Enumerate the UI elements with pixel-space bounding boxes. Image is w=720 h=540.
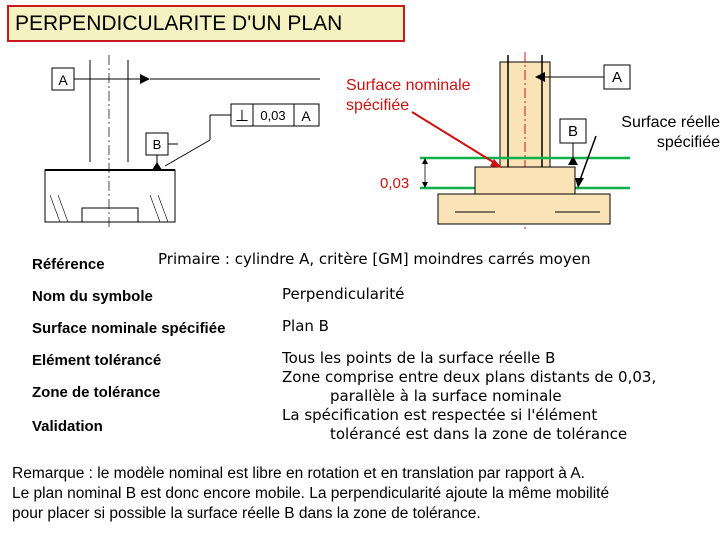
frame-datum: A — [301, 108, 311, 124]
frame-tolerance: 0,03 — [260, 108, 286, 123]
zone-value-line2: parallèle à la surface nominale — [330, 387, 562, 405]
validation-label: Validation — [32, 418, 103, 435]
zone-width-label: 0,03 — [380, 175, 410, 192]
real-surface-label-line1: Surface réelle — [621, 114, 720, 131]
remark-line1: Remarque : le modèle nominal est libre en rotation et en translation par rapport à A. — [12, 465, 585, 482]
perpendicularity-symbol: ⊥ — [235, 108, 249, 125]
validation-value-line2: tolérancé est dans la zone de tolérance — [330, 425, 628, 443]
remark-line2: Le plan nominal B est donc encore mobile. La perpendicularité ajoute la même mobilité — [12, 485, 610, 502]
datum-a-label: A — [58, 72, 68, 88]
reference-label: Référence — [32, 256, 105, 273]
datum-b-label: B — [152, 137, 162, 152]
nominal-surface-label-line1: Surface nominale — [346, 77, 471, 94]
reference-value: Primaire : cylindre A, critère [GM] moindres carrés moyen — [158, 250, 591, 268]
toleranced-value: Tous les points de la surface réelle B — [282, 349, 556, 367]
symbol-label: Nom du symbole — [32, 288, 153, 305]
nominal-surface-label — [346, 76, 471, 116]
nominal-label: Surface nominale spécifiée — [32, 320, 226, 337]
zone-label: Zone de tolérance — [32, 384, 161, 401]
datum-b-block — [475, 167, 575, 194]
nominal-surface-label-line2: spécifiée — [346, 97, 410, 114]
toleranced-label: Elément tolérancé — [32, 352, 162, 369]
nominal-value: Plan B — [282, 317, 329, 335]
remark-line3: pour placer si possible la surface réelle B dans la zone de tolérance. — [12, 505, 481, 522]
remark — [12, 464, 609, 524]
spec-values-block — [282, 349, 656, 444]
zone-value-line1: Zone comprise entre deux plans distants de 0,03, — [282, 368, 657, 386]
schema-datum-a-label: A — [611, 69, 623, 86]
validation-value-line1: La spécification est respectée si l'élément — [282, 406, 598, 424]
schema-datum-b-label: B — [567, 123, 579, 140]
real-surface-label — [608, 113, 720, 153]
page-title: PERPENDICULARITE D'UN PLAN — [7, 5, 405, 42]
symbol-value: Perpendicularité — [282, 285, 405, 303]
base-plate — [438, 194, 610, 224]
real-surface-label-line2: spécifiée — [656, 134, 720, 151]
